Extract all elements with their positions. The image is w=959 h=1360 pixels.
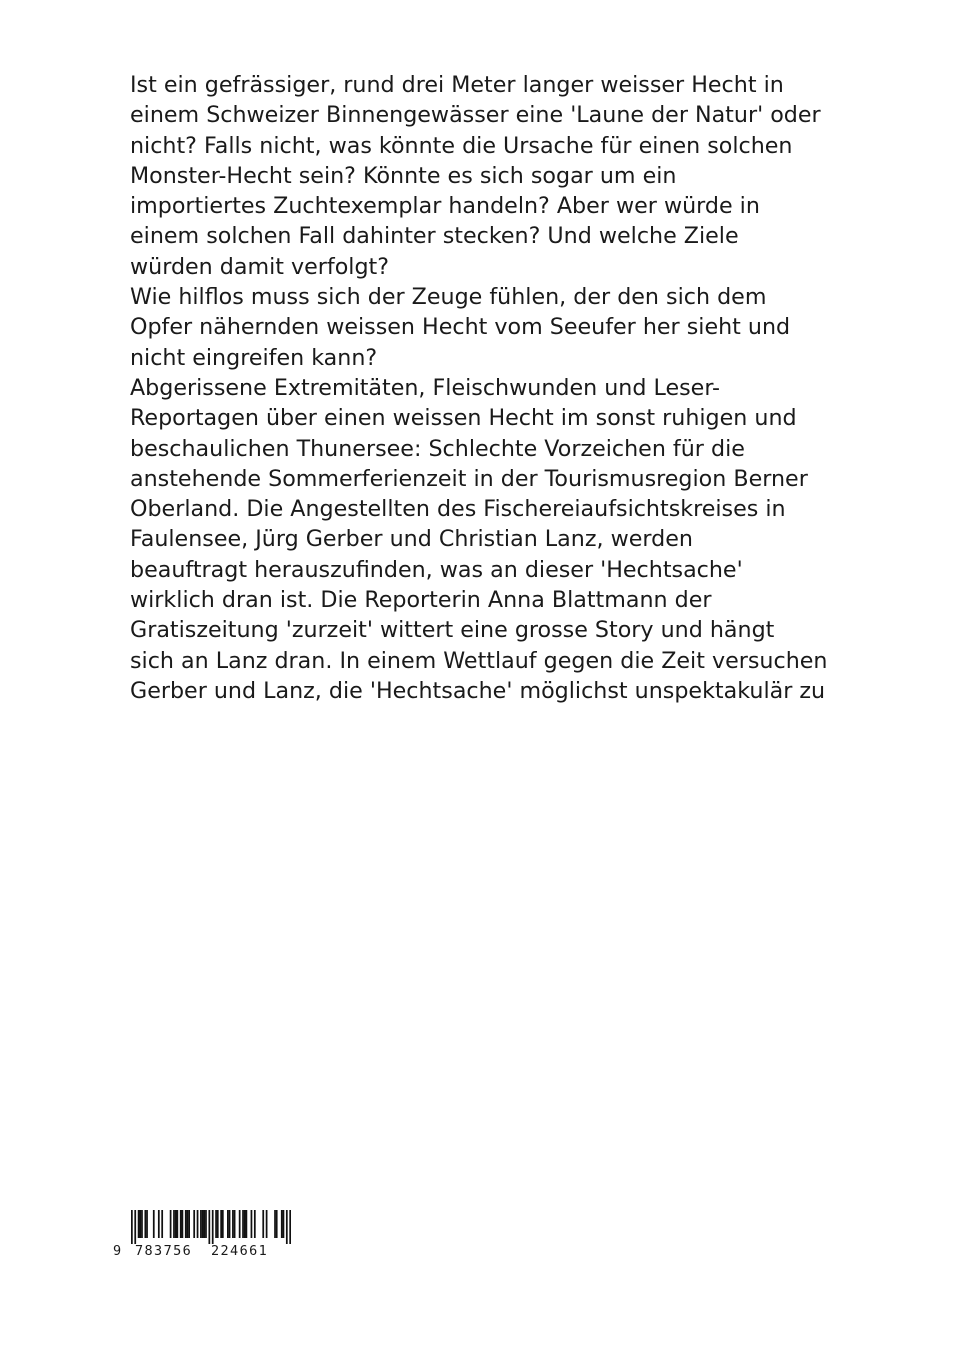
barcode-bar bbox=[227, 1210, 229, 1238]
blurb-line: Faulensee, Jürg Gerber und Christian Lanz, werden bbox=[130, 526, 693, 553]
barcode-bar bbox=[161, 1210, 163, 1238]
barcode-bar bbox=[158, 1210, 160, 1238]
blurb-line: würden damit verfolgt? bbox=[130, 253, 390, 280]
blurb-line: wirklich dran ist. Die Reporterin Anna Blattmann der bbox=[130, 587, 712, 614]
barcode-bar bbox=[251, 1210, 253, 1238]
barcode-bar bbox=[262, 1210, 264, 1238]
barcode-bar bbox=[289, 1210, 291, 1244]
barcode-bar bbox=[180, 1210, 182, 1238]
barcode-bar bbox=[175, 1210, 177, 1238]
barcode-bar bbox=[229, 1210, 231, 1238]
barcode-bar bbox=[232, 1210, 234, 1238]
barcode-bar bbox=[141, 1210, 143, 1238]
barcode-bar bbox=[239, 1210, 241, 1238]
barcode-bar bbox=[153, 1210, 155, 1238]
barcode-bar bbox=[205, 1210, 207, 1238]
blurb-line: Opfer nähernden weissen Hecht vom Seeufer her sieht und bbox=[130, 314, 791, 341]
barcode-bar bbox=[176, 1210, 178, 1238]
blurb-line: beauftragt herauszufinden, was an dieser 'Hechtsache' bbox=[130, 556, 743, 583]
barcode-right-group: 224661 bbox=[211, 1243, 269, 1259]
barcode-bar bbox=[212, 1210, 214, 1244]
barcode-bar bbox=[202, 1210, 204, 1238]
blurb-line: Gerber und Lanz, die 'Hechtsache' möglichst unspektakulär zu bbox=[130, 677, 826, 704]
barcode-bar bbox=[200, 1210, 202, 1238]
barcode-bar bbox=[222, 1210, 224, 1238]
barcode-bar bbox=[244, 1210, 246, 1238]
blurb-line: Oberland. Die Angestellten des Fischereiaufsichtskreises in bbox=[130, 496, 786, 523]
barcode-digits bbox=[113, 1242, 293, 1260]
barcode-bar bbox=[266, 1210, 268, 1238]
blurb-line: Gratiszeitung 'zurzeit' wittert eine grosse Story und hängt bbox=[130, 617, 775, 644]
barcode-bar bbox=[193, 1210, 195, 1238]
barcode-bar bbox=[134, 1210, 136, 1244]
blurb-line: nicht eingreifen kann? bbox=[130, 344, 378, 371]
barcode-bar bbox=[187, 1210, 189, 1238]
barcode-bar bbox=[246, 1210, 248, 1238]
back-cover-blurb bbox=[130, 70, 830, 706]
barcode-bar bbox=[281, 1210, 283, 1238]
barcode-bar bbox=[146, 1210, 148, 1238]
barcode-bar bbox=[197, 1210, 199, 1238]
barcode-bar bbox=[139, 1210, 141, 1238]
blurb-line: anstehende Sommerferienzeit in der Tourismusregion Berner bbox=[130, 465, 808, 492]
blurb-line: einem Schweizer Binnengewässer eine 'Laune der Natur' oder bbox=[130, 102, 821, 129]
barcode-bar bbox=[208, 1210, 210, 1244]
barcode-bar bbox=[283, 1210, 285, 1238]
barcode-bar bbox=[286, 1210, 288, 1244]
isbn-barcode bbox=[113, 1210, 293, 1262]
barcode-bar bbox=[188, 1210, 190, 1238]
blurb-line: sich an Lanz dran. In einem Wettlauf gegen die Zeit versuchen bbox=[130, 647, 828, 674]
blurb-line: Ist ein gefrässiger, rund drei Meter langer weisser Hecht in bbox=[130, 72, 784, 98]
barcode-bars bbox=[131, 1210, 291, 1244]
blurb-line: Abgerissene Extremitäten, Fleischwunden und Leser- bbox=[130, 374, 721, 401]
barcode-bar bbox=[144, 1210, 146, 1238]
barcode-bar bbox=[215, 1210, 217, 1238]
blurb-line: Monster-Hecht sein? Könnte es sich sogar um ein bbox=[130, 162, 677, 189]
barcode-bar bbox=[170, 1210, 172, 1238]
barcode-bar bbox=[173, 1210, 175, 1238]
barcode-bar bbox=[242, 1210, 244, 1238]
barcode-graphic bbox=[131, 1210, 291, 1244]
barcode-bar bbox=[182, 1210, 184, 1238]
barcode-bar bbox=[185, 1210, 187, 1238]
barcode-bar bbox=[217, 1210, 219, 1238]
barcode-bar bbox=[234, 1210, 236, 1238]
blurb-line: Wie hilflos muss sich der Zeuge fühlen, der den sich dem bbox=[130, 284, 767, 311]
blurb-line: importiertes Zuchtexemplar handeln? Aber wer würde in bbox=[130, 193, 760, 220]
barcode-bar bbox=[276, 1210, 278, 1238]
blurb-line: einem solchen Fall dahinter stecken? Und welche Ziele bbox=[130, 223, 739, 250]
barcode-left-group: 783756 bbox=[135, 1243, 193, 1259]
blurb-line: Reportagen über einen weissen Hecht im sonst ruhigen und bbox=[130, 405, 797, 432]
barcode-bar bbox=[220, 1210, 222, 1238]
barcode-first-digit: 9 bbox=[113, 1243, 122, 1259]
barcode-bar bbox=[203, 1210, 205, 1238]
blurb-line: beschaulichen Thunersee: Schlechte Vorzeichen für die bbox=[130, 435, 745, 462]
barcode-bar bbox=[254, 1210, 256, 1238]
barcode-bar bbox=[138, 1210, 140, 1238]
barcode-bar bbox=[274, 1210, 276, 1238]
blurb-line: nicht? Falls nicht, was könnte die Ursache für einen solchen bbox=[130, 132, 793, 159]
barcode-bar bbox=[131, 1210, 133, 1244]
